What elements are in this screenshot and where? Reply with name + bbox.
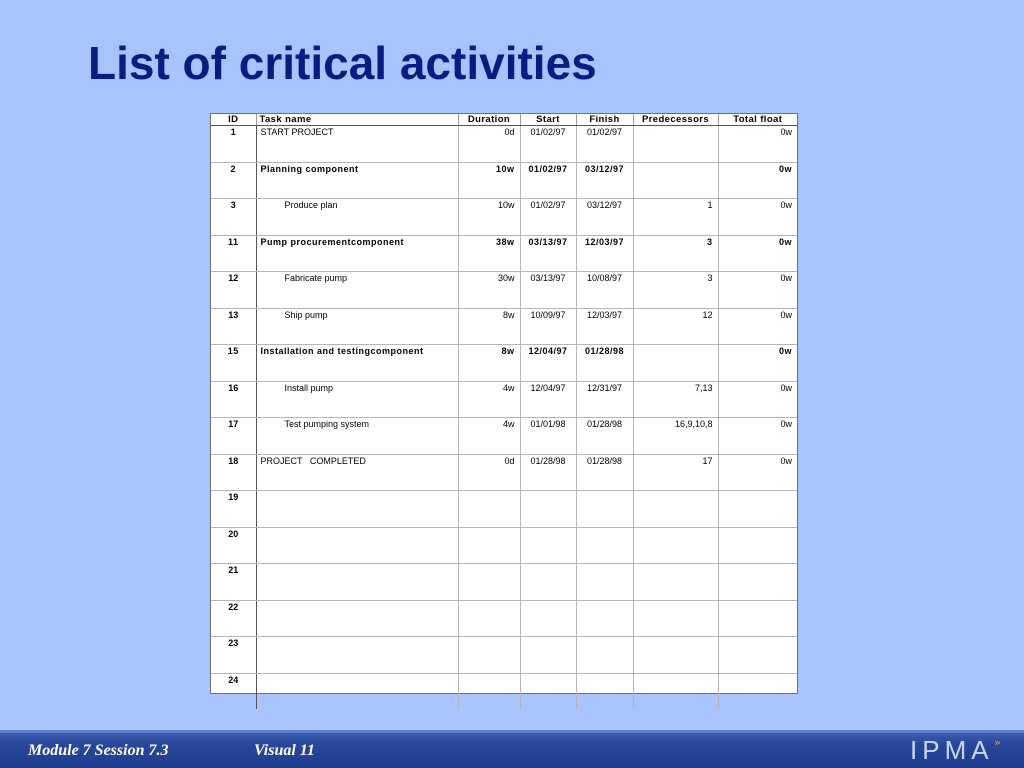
cell-total-float: 0w: [718, 235, 797, 272]
cell-duration: 0d: [458, 126, 520, 163]
cell-predecessors: [633, 491, 718, 528]
table-row: [211, 491, 797, 528]
cell-start: 01/02/97: [520, 126, 576, 163]
cell-duration: 4w: [458, 418, 520, 455]
cell-task-name: [256, 637, 458, 674]
table-row: [211, 673, 797, 709]
footer-visual-label: Visual 11: [254, 742, 315, 759]
cell-id: 20: [211, 527, 256, 564]
cell-predecessors: [633, 600, 718, 637]
cell-finish: 10/08/97: [576, 272, 633, 309]
cell-predecessors: [633, 637, 718, 674]
footer-module-label: Module 7 Session 7.3: [28, 742, 169, 759]
cell-duration: [458, 637, 520, 674]
slide-title: List of critical activities: [88, 37, 597, 89]
cell-start: 01/01/98: [520, 418, 576, 455]
cell-duration: 30w: [458, 272, 520, 309]
cell-predecessors: [633, 126, 718, 163]
table-header-row: [211, 114, 797, 126]
cell-predecessors: 3: [633, 235, 718, 272]
cell-duration: 8w: [458, 345, 520, 382]
cell-task-name: Produce plan: [256, 199, 458, 236]
cell-predecessors: [633, 345, 718, 382]
cell-finish: 12/31/97: [576, 381, 633, 418]
cell-predecessors: 12: [633, 308, 718, 345]
cell-predecessors: 17: [633, 454, 718, 491]
cell-predecessors: 3: [633, 272, 718, 309]
cell-start: 12/04/97: [520, 345, 576, 382]
cell-total-float: 0w: [718, 126, 797, 163]
header-id: ID: [211, 114, 256, 126]
table-row: [211, 308, 797, 345]
cell-predecessors: 7,13: [633, 381, 718, 418]
cell-duration: 0d: [458, 454, 520, 491]
cell-finish: 01/28/98: [576, 345, 633, 382]
cell-start: 03/13/97: [520, 235, 576, 272]
cell-start: 01/02/97: [520, 162, 576, 199]
cell-id: 11: [211, 235, 256, 272]
cell-task-name: Install pump: [256, 381, 458, 418]
cell-task-name: [256, 564, 458, 601]
cell-id: 12: [211, 272, 256, 309]
header-finish: Finish: [576, 114, 633, 126]
header-start: Start: [520, 114, 576, 126]
cell-id: 13: [211, 308, 256, 345]
table-row: [211, 345, 797, 382]
cell-finish: [576, 600, 633, 637]
table-row: [211, 454, 797, 491]
cell-id: 16: [211, 381, 256, 418]
cell-task-name: [256, 600, 458, 637]
cell-total-float: [718, 637, 797, 674]
cell-predecessors: [633, 527, 718, 564]
table-row: [211, 637, 797, 674]
cell-predecessors: 16,9,10,8: [633, 418, 718, 455]
table-row: [211, 381, 797, 418]
cell-predecessors: [633, 673, 718, 709]
table-row: [211, 126, 797, 163]
cell-task-name: [256, 491, 458, 528]
cell-start: [520, 491, 576, 528]
cell-id: 19: [211, 491, 256, 528]
header-predecessors: Predecessors: [633, 114, 718, 126]
cell-id: 2: [211, 162, 256, 199]
cell-finish: 12/03/97: [576, 308, 633, 345]
cell-id: 1: [211, 126, 256, 163]
cell-finish: [576, 491, 633, 528]
cell-total-float: 0w: [718, 272, 797, 309]
table-row: [211, 564, 797, 601]
cell-predecessors: 1: [633, 199, 718, 236]
cell-start: 01/02/97: [520, 199, 576, 236]
cell-total-float: 0w: [718, 418, 797, 455]
cell-finish: 01/28/98: [576, 454, 633, 491]
cell-total-float: [718, 564, 797, 601]
table-row: [211, 272, 797, 309]
cell-start: 03/13/97: [520, 272, 576, 309]
table-row: [211, 418, 797, 455]
table-row: [211, 527, 797, 564]
cell-start: 01/28/98: [520, 454, 576, 491]
cell-finish: [576, 637, 633, 674]
cell-start: [520, 673, 576, 709]
cell-id: 23: [211, 637, 256, 674]
cell-finish: [576, 527, 633, 564]
cell-id: 24: [211, 673, 256, 709]
header-duration: Duration: [458, 114, 520, 126]
cell-total-float: 0w: [718, 345, 797, 382]
cell-id: 3: [211, 199, 256, 236]
cell-predecessors: [633, 564, 718, 601]
cell-start: [520, 564, 576, 601]
cell-duration: 10w: [458, 162, 520, 199]
cell-total-float: [718, 527, 797, 564]
cell-start: 10/09/97: [520, 308, 576, 345]
cell-total-float: [718, 673, 797, 709]
cell-task-name: Fabricate pump: [256, 272, 458, 309]
cell-duration: [458, 600, 520, 637]
cell-start: 12/04/97: [520, 381, 576, 418]
cell-duration: 4w: [458, 381, 520, 418]
cell-finish: [576, 564, 633, 601]
cell-task-name: Installation and testingcomponent: [256, 345, 458, 382]
cell-finish: 12/03/97: [576, 235, 633, 272]
cell-total-float: 0w: [718, 381, 797, 418]
critical-activities-table: [210, 113, 798, 694]
cell-finish: 03/12/97: [576, 162, 633, 199]
cell-start: [520, 600, 576, 637]
cell-id: 21: [211, 564, 256, 601]
cell-duration: 10w: [458, 199, 520, 236]
cell-task-name: [256, 527, 458, 564]
logo-chevron-icon: »: [994, 736, 1001, 749]
cell-duration: [458, 527, 520, 564]
cell-duration: [458, 564, 520, 601]
cell-task-name: START PROJECT: [256, 126, 458, 163]
cell-start: [520, 637, 576, 674]
cell-task-name: PROJECT COMPLETED: [256, 454, 458, 491]
cell-total-float: [718, 491, 797, 528]
table-row: [211, 199, 797, 236]
header-total-float: Total float: [718, 114, 797, 126]
cell-finish: 01/28/98: [576, 418, 633, 455]
cell-id: 15: [211, 345, 256, 382]
cell-task-name: Pump procurementcomponent: [256, 235, 458, 272]
cell-finish: 01/02/97: [576, 126, 633, 163]
cell-total-float: 0w: [718, 454, 797, 491]
cell-task-name: [256, 673, 458, 709]
cell-finish: [576, 673, 633, 709]
cell-duration: 38w: [458, 235, 520, 272]
cell-duration: [458, 673, 520, 709]
table-row: [211, 162, 797, 199]
task-table: [211, 114, 797, 709]
cell-total-float: [718, 600, 797, 637]
table-row: [211, 600, 797, 637]
cell-id: 22: [211, 600, 256, 637]
cell-total-float: 0w: [718, 308, 797, 345]
cell-predecessors: [633, 162, 718, 199]
ipma-logo: IPMA: [910, 735, 994, 765]
cell-task-name: Test pumping system: [256, 418, 458, 455]
cell-total-float: 0w: [718, 199, 797, 236]
cell-duration: [458, 491, 520, 528]
cell-total-float: 0w: [718, 162, 797, 199]
footer-bar: [0, 730, 1024, 768]
footer-divider: [0, 730, 1024, 733]
cell-id: 18: [211, 454, 256, 491]
cell-duration: 8w: [458, 308, 520, 345]
cell-start: [520, 527, 576, 564]
table-row: [211, 235, 797, 272]
cell-task-name: Ship pump: [256, 308, 458, 345]
cell-task-name: Planning component: [256, 162, 458, 199]
cell-id: 17: [211, 418, 256, 455]
header-task-name: Task name: [256, 114, 458, 126]
cell-finish: 03/12/97: [576, 199, 633, 236]
